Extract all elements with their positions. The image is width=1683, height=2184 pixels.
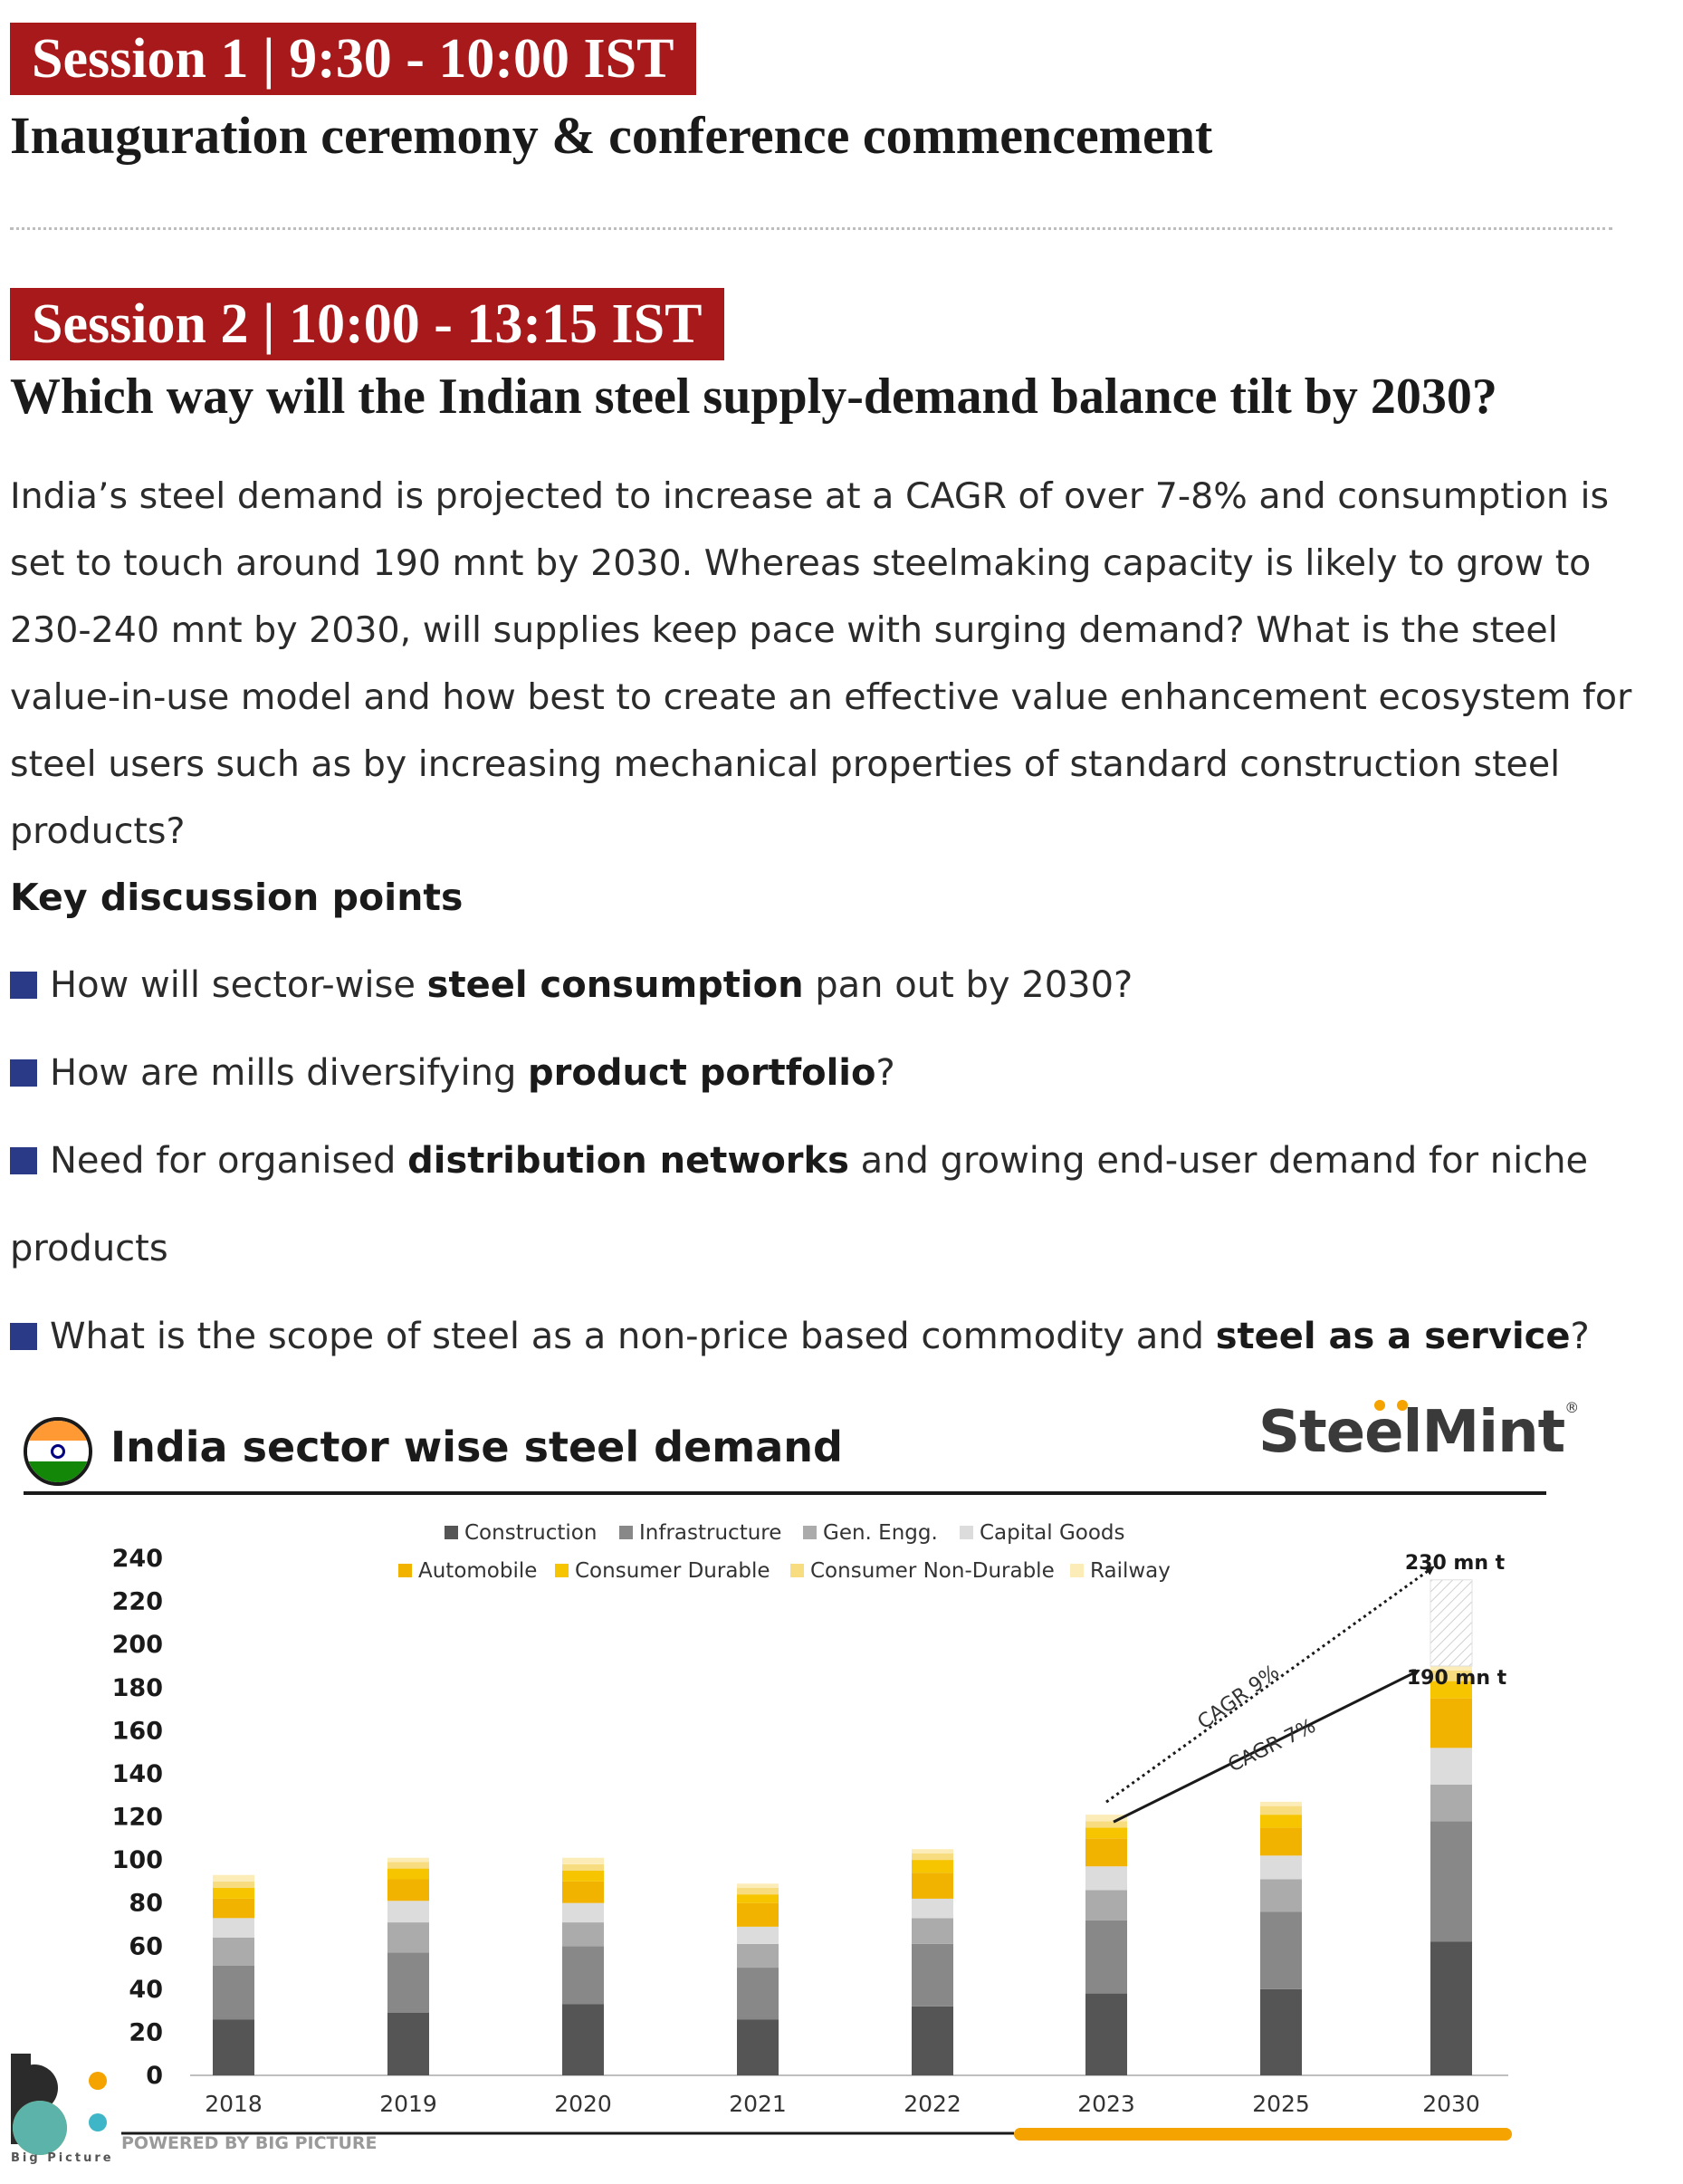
bar-segment xyxy=(1085,1994,1127,2075)
legend-swatch xyxy=(803,1526,817,1539)
bar-segment xyxy=(387,1862,429,1868)
chart-title: India sector wise steel demand xyxy=(110,1422,843,1471)
bar-segment xyxy=(1430,1821,1472,1941)
bar-segment xyxy=(387,2013,429,2075)
y-tick-label: 240 xyxy=(111,1545,163,1573)
y-tick-label: 120 xyxy=(111,1803,163,1832)
x-tick-label: 2030 xyxy=(1422,2091,1480,2117)
bar-segment xyxy=(562,1858,604,1864)
bar-segment xyxy=(737,1968,779,2019)
bar-segment xyxy=(1260,1879,1302,1911)
bar-segment xyxy=(562,1871,604,1882)
legend-swatch xyxy=(790,1564,804,1577)
bar-segment xyxy=(1085,1866,1127,1890)
bullet-bold-text: product portfolio xyxy=(528,1052,876,1094)
cagr-7-label: CAGR 7% xyxy=(1224,1714,1320,1777)
legend-label: Gen. Engg. xyxy=(823,1521,938,1545)
y-tick-label: 180 xyxy=(111,1673,163,1702)
bullet-text: and growing end-user demand for niche products xyxy=(10,1140,1589,1269)
total-label-230: 230 mn t xyxy=(1404,1551,1506,1575)
bar-segment xyxy=(1085,1827,1127,1838)
bar-segment xyxy=(562,1922,604,1946)
bar-segment xyxy=(1260,1989,1302,2075)
bar-segment xyxy=(213,1899,254,1918)
bar-segment xyxy=(912,1899,953,1918)
bar-segment xyxy=(737,1894,779,1903)
x-tick-label: 2020 xyxy=(554,2091,612,2117)
bullet-text: Need for organised xyxy=(50,1140,408,1182)
y-tick-label: 220 xyxy=(111,1587,163,1616)
footer-accent-bar xyxy=(1014,2128,1512,2141)
bar-segment xyxy=(737,1883,779,1888)
x-tick-label: 2022 xyxy=(904,2091,961,2117)
legend-swatch xyxy=(619,1526,633,1539)
y-tick-label: 140 xyxy=(111,1759,163,1788)
x-tick-label: 2018 xyxy=(205,2091,263,2117)
legend-swatch xyxy=(445,1526,458,1539)
bullet-text: How are mills diversifying xyxy=(50,1052,529,1094)
bar-segment xyxy=(1430,1785,1472,1821)
session-2-description: India’s steel demand is projected to increase at a CAGR of over 7-8% and consumption is set to touch around 190 mnt by 2030. Whereas steelmaking capacity is likely to grow to 230-240 mnt by 2030, will supplies keep pace with surging demand? What is the steel value-in-use model and how best to create an effective value enhancement ecosystem for steel users such as by increasing mechanical properties of standard construction steel products? xyxy=(10,475,1632,852)
bar-segment xyxy=(1085,1838,1127,1866)
bullet-bold-text: distribution networks xyxy=(407,1140,849,1182)
bar-segment xyxy=(562,1946,604,2004)
y-tick-label: 40 xyxy=(129,1975,163,2004)
steelmint-logo-text: SteelMint xyxy=(1258,1399,1565,1466)
legend-label: Construction xyxy=(464,1521,598,1545)
bullet-text: What is the scope of steel as a non-price based commodity and xyxy=(50,1316,1216,1357)
bar-segment xyxy=(1260,1806,1302,1815)
legend-swatch xyxy=(960,1526,973,1539)
session-1-title: Inauguration ceremony & conference commencement xyxy=(10,106,1213,165)
session-2-title: Which way will the Indian steel supply-demand balance tilt by 2030? xyxy=(10,369,1497,425)
x-tick-label: 2025 xyxy=(1252,2091,1310,2117)
bar-segment xyxy=(1085,1821,1127,1827)
bar-segment xyxy=(1430,1941,1472,2075)
big-picture-logo-text: Big Picture xyxy=(11,2151,114,2165)
bar-segment xyxy=(1260,1911,1302,1989)
session-2-banner: Session 2 | 10:00 - 13:15 IST xyxy=(10,288,724,360)
y-tick-label: 60 xyxy=(129,1932,163,1961)
bar-segment xyxy=(737,2019,779,2075)
bar-segment xyxy=(213,1966,254,2019)
legend-label: Capital Goods xyxy=(980,1521,1125,1545)
y-tick-label: 80 xyxy=(129,1889,163,1918)
bar-segment xyxy=(387,1901,429,1922)
cagr-9-label: CAGR 9% xyxy=(1193,1661,1284,1735)
bar-segment xyxy=(912,1854,953,1860)
y-tick-label: 20 xyxy=(129,2018,163,2047)
bullet-text: pan out by 2030? xyxy=(803,964,1133,1006)
bar-segment xyxy=(912,1873,953,1899)
bar-segment xyxy=(387,1858,429,1863)
legend-label: Consumer Durable xyxy=(575,1559,770,1583)
y-tick-label: 100 xyxy=(111,1846,163,1875)
bar-segment xyxy=(213,1918,254,1937)
bar-segment xyxy=(213,2019,254,2075)
bar-segment xyxy=(912,2007,953,2075)
bar-segment xyxy=(213,1938,254,1966)
key-discussion-heading: Key discussion points xyxy=(10,876,464,919)
bar-segment xyxy=(1260,1815,1302,1827)
capacity-hatch-block xyxy=(1430,1580,1472,1666)
legend-swatch xyxy=(1070,1564,1084,1577)
bullet-text: How will sector-wise xyxy=(50,964,427,1006)
y-tick-label: 200 xyxy=(111,1631,163,1660)
x-tick-label: 2021 xyxy=(729,2091,787,2117)
bar-segment xyxy=(737,1888,779,1894)
legend-label: Consumer Non-Durable xyxy=(810,1559,1055,1583)
bar-segment xyxy=(562,1864,604,1871)
legend-swatch xyxy=(555,1564,569,1577)
bullet-text: ? xyxy=(875,1052,895,1094)
bar-segment xyxy=(1260,1827,1302,1855)
bar-segment xyxy=(562,1882,604,1903)
legend-label: Railway xyxy=(1090,1559,1171,1583)
bar-segment xyxy=(912,1944,953,2007)
x-tick-label: 2019 xyxy=(379,2091,437,2117)
bar-segment xyxy=(1260,1855,1302,1879)
bar-segment xyxy=(562,2004,604,2075)
registered-mark: ® xyxy=(1564,1399,1579,1416)
bar-segment xyxy=(1430,1699,1472,1748)
powered-by-text: POWERED BY BIG PICTURE xyxy=(121,2133,378,2153)
bar-segment xyxy=(737,1944,779,1968)
bullet-text: ? xyxy=(1570,1316,1590,1357)
bar-segment xyxy=(387,1952,429,2013)
bar-segment xyxy=(1430,1748,1472,1784)
bar-segment xyxy=(1260,1802,1302,1806)
session-1-banner: Session 1 | 9:30 - 10:00 IST xyxy=(10,23,696,95)
bullet-bold-text: steel as a service xyxy=(1215,1316,1571,1357)
bar-segment xyxy=(213,1882,254,1888)
legend-label: Automobile xyxy=(418,1559,538,1583)
y-tick-label: 0 xyxy=(146,2062,163,2090)
bar-segment xyxy=(912,1849,953,1854)
bar-segment xyxy=(387,1869,429,1880)
bar-segment xyxy=(1085,1921,1127,1994)
bar-segment xyxy=(213,1888,254,1899)
bar-segment xyxy=(562,1903,604,1922)
bar-segment xyxy=(912,1860,953,1873)
legend-label: Infrastructure xyxy=(639,1521,782,1545)
bar-segment xyxy=(387,1879,429,1901)
bar-segment xyxy=(1085,1890,1127,1920)
bar-segment xyxy=(387,1922,429,1952)
y-tick-label: 160 xyxy=(111,1717,163,1746)
legend-swatch xyxy=(398,1564,412,1577)
bar-segment xyxy=(737,1903,779,1927)
bar-segment xyxy=(737,1927,779,1944)
total-label-190: 190 mn t xyxy=(1406,1666,1507,1690)
x-tick-label: 2023 xyxy=(1077,2091,1135,2117)
bar-segment xyxy=(912,1918,953,1944)
bullet-bold-text: steel consumption xyxy=(426,964,804,1006)
bar-segment xyxy=(213,1875,254,1882)
